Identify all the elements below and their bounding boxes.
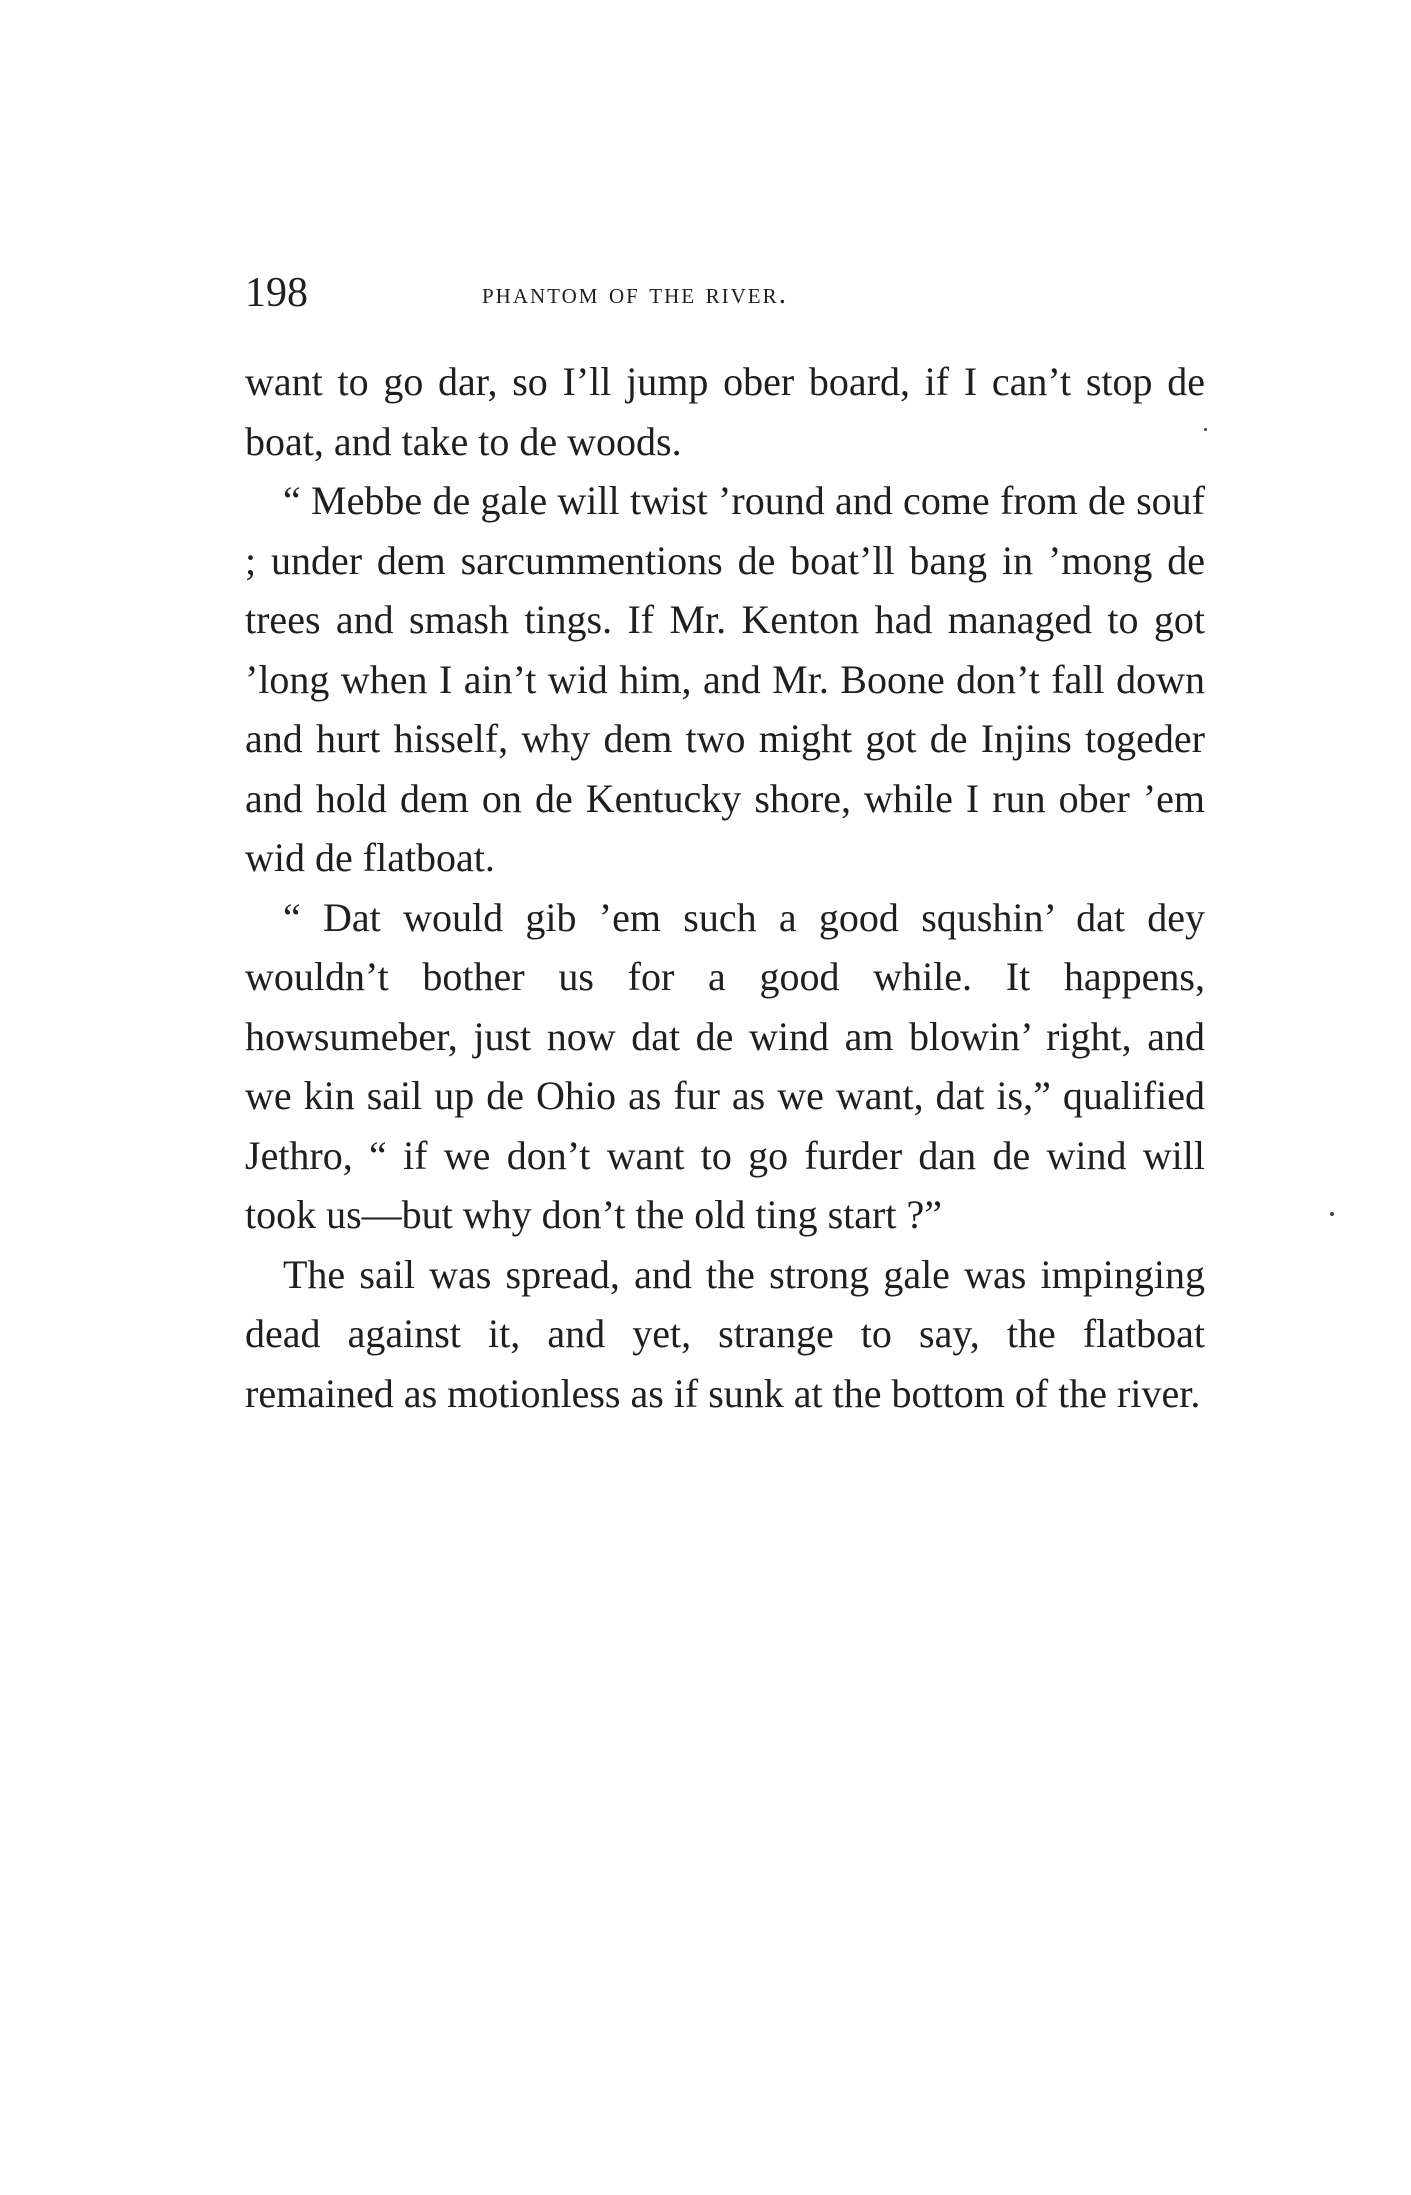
scan-speck (1204, 428, 1207, 431)
body-text (245, 352, 1205, 1423)
paragraph: “ Mebbe de gale will twist ’round and come from de souf ; under dem sarcummentions de boat’ll bang in ’mong de trees and smash tings. If Mr. Kenton had managed to got ’long when I ain’t wid him, and Mr. Boone don’t fall down and hurt hisself, why dem two might got de Injins togeder and hold dem on de Kentucky shore, while I run ober ’em wid de flatboat. (245, 478, 1205, 880)
paragraph: The sail was spread, and the strong gale was impinging dead against it, and yet, strange to say, the flatboat remained as motionless as if sunk at the bottom of the river. (245, 1251, 1205, 1416)
running-title: phantom of the river. (482, 277, 789, 310)
page-number: 198 (245, 270, 308, 316)
scan-speck (1330, 1212, 1334, 1216)
paragraph-continued: want to go dar, so I’ll jump ober board, if I can’t stop de boat, and take to de woods. (245, 359, 1205, 464)
book-page (245, 268, 1205, 1423)
paragraph: “ Dat would gib ’em such a good squshin’ dat dey wouldn’t bother us for a good while. It happens, howsumeber, just now dat de wind am blowin’ right, and we kin sail up de Ohio as fur as we want, dat is,” qualified Jethro, “ if we don’t want to go furder dan de wind will took us—but why don’t the old ting start ?” (245, 894, 1205, 1237)
running-head (245, 268, 1205, 318)
